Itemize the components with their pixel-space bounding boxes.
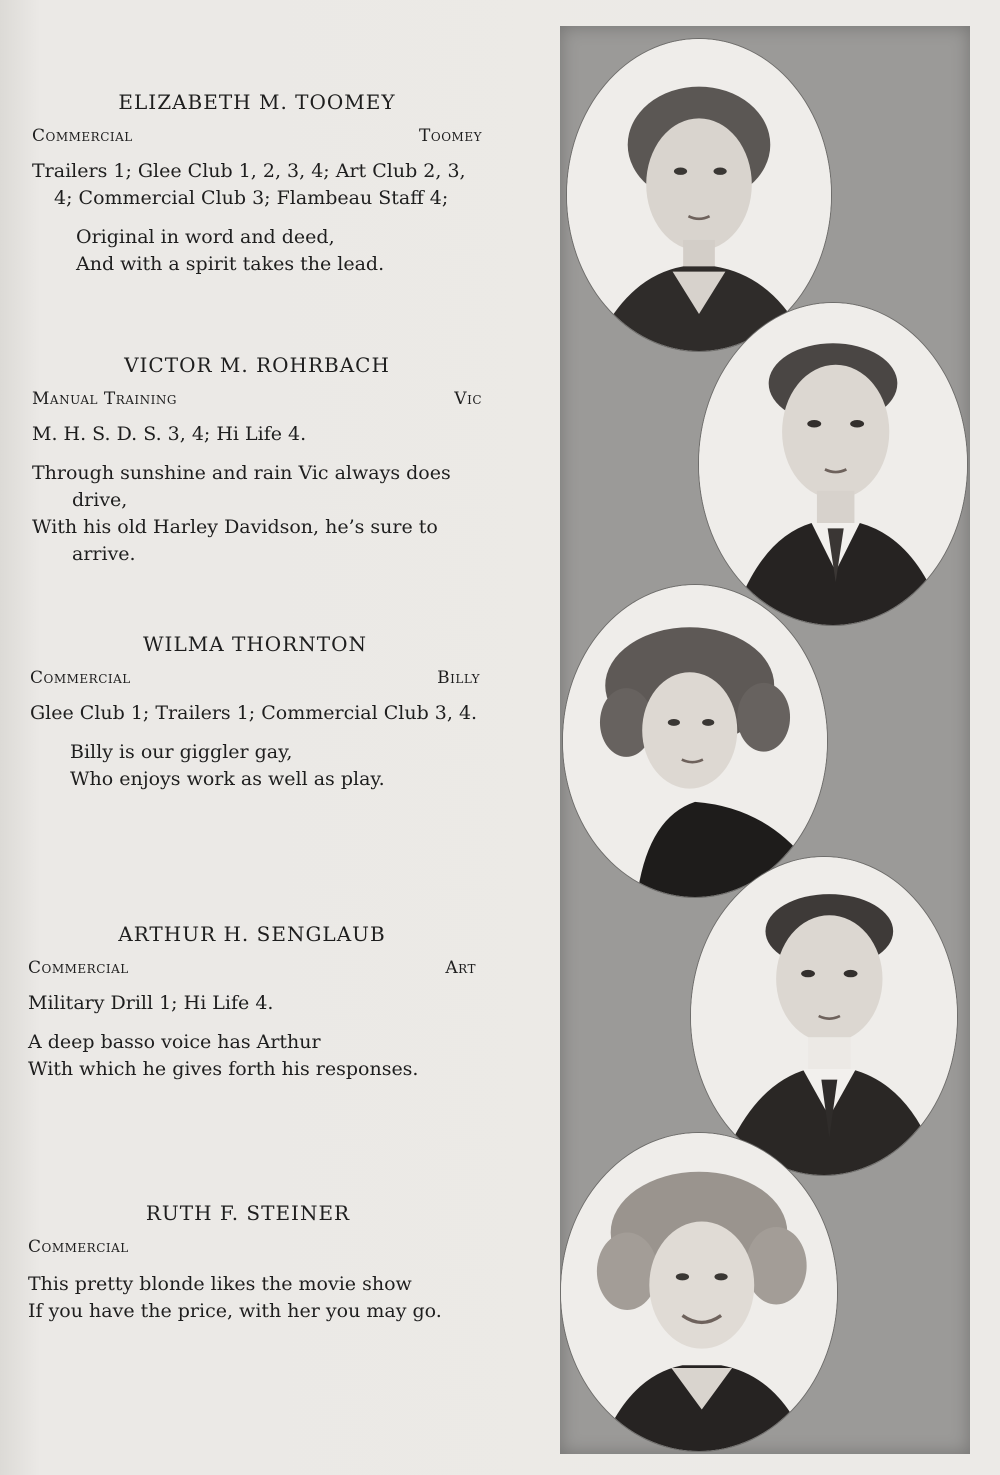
verse-line: And with a spirit takes the lead.: [76, 253, 385, 275]
verse: [32, 224, 482, 278]
nickname-label: Billy: [437, 668, 480, 688]
student-name: VICTOR M. ROHRBACH: [124, 353, 390, 377]
course-row: [32, 389, 482, 409]
entry-thornton: [30, 632, 480, 793]
nickname-label: Toomey: [419, 126, 482, 146]
verse-line: Billy is our giggler gay,: [70, 741, 293, 763]
entry-steiner: [28, 1201, 468, 1325]
course-label: Commercial: [28, 958, 129, 978]
verse: [28, 1271, 448, 1325]
verse: [30, 739, 480, 793]
verse: [32, 460, 482, 568]
activities-text: Glee Club 1; Trailers 1; Commercial Club 3, 4.: [30, 702, 478, 724]
portrait-photo: [562, 584, 828, 898]
verse-line: With which he gives forth his responses.: [28, 1058, 419, 1080]
entry-rohrbach: [32, 353, 482, 568]
course-label: Commercial: [32, 126, 133, 146]
activities-text: M. H. S. D. S. 3, 4; Hi Life 4.: [32, 423, 307, 445]
activities-text: Military Drill 1; Hi Life 4.: [28, 992, 274, 1014]
verse-line: This pretty blonde likes the movie show: [28, 1273, 412, 1295]
student-name: ELIZABETH M. TOOMEY: [118, 90, 396, 114]
nickname-label: Vic: [454, 389, 482, 409]
verse: [28, 1029, 476, 1083]
entry-toomey: [32, 90, 482, 278]
course-label: Commercial: [30, 668, 131, 688]
portrait-photo: [560, 1132, 838, 1452]
verse-line: A deep basso voice has Arthur: [28, 1031, 321, 1053]
nickname-label: Art: [445, 958, 476, 978]
verse-line: Who enjoys work as well as play.: [70, 768, 385, 790]
course-row: [30, 668, 480, 688]
course-row: [28, 958, 476, 978]
portrait-photo: [690, 856, 958, 1176]
course-row: [28, 1237, 468, 1257]
verse-line: With his old Harley Davidson, he’s sure to arrive.: [32, 516, 438, 565]
course-label: Manual Training: [32, 389, 177, 409]
course-label: Commercial: [28, 1237, 129, 1257]
student-name: WILMA THORNTON: [143, 632, 367, 656]
verse-line: If you have the price, with her you may go.: [28, 1300, 442, 1322]
entry-senglaub: [28, 922, 476, 1083]
verse-line: Original in word and deed,: [76, 226, 335, 248]
student-name: RUTH F. STEINER: [145, 1201, 351, 1225]
portrait-photo: [566, 38, 832, 352]
course-row: [32, 126, 482, 146]
verse-line: Through sunshine and rain Vic always does drive,: [32, 462, 451, 511]
portrait-photo: [698, 302, 968, 626]
activities-text: Trailers 1; Glee Club 1, 2, 3, 4; Art Club 2, 3, 4; Commercial Club 3; Flambeau Staff 4;: [32, 160, 466, 209]
student-name: ARTHUR H. SENGLAUB: [118, 922, 386, 946]
